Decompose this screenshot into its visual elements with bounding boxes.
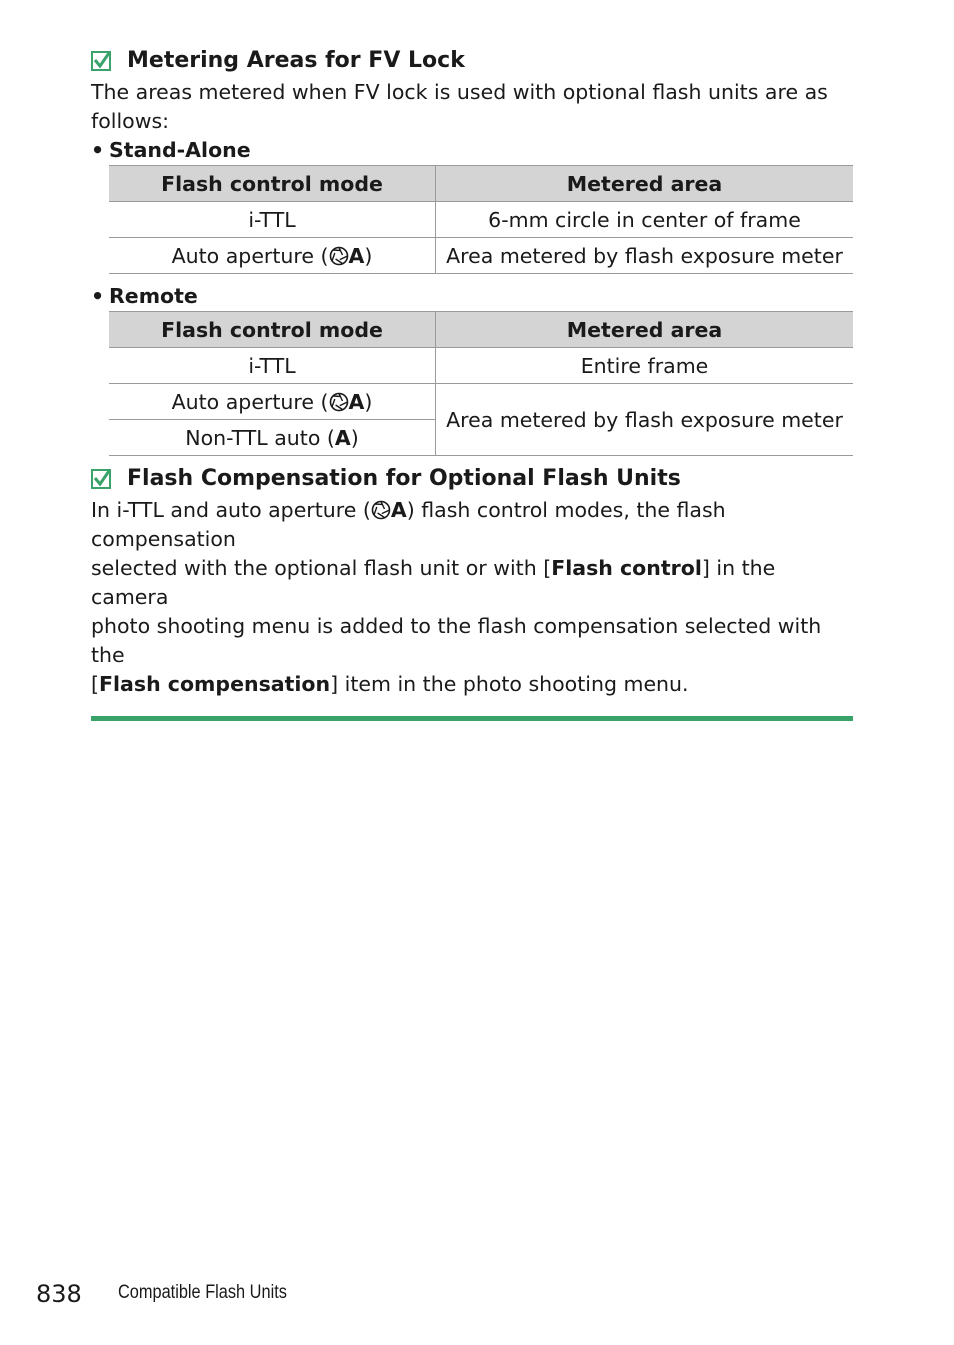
table-header-row (109, 312, 853, 348)
cell-area: 6-mm circle in center of frame (436, 202, 854, 238)
header-metered-area: Metered area (436, 312, 854, 348)
cell-mode: i-TTL (109, 348, 436, 384)
bullet-dot: • (91, 138, 105, 162)
cell-area: Entire frame (436, 348, 854, 384)
cell-mode (109, 384, 436, 420)
text-run: ) flash control modes, the flash compensation (91, 498, 726, 551)
bullet-stand-alone (91, 136, 853, 165)
text-run: In i-TTL and auto aperture ( (91, 498, 371, 522)
page-content (91, 44, 853, 721)
section-heading-text: Metering Areas for FV Lock (127, 48, 465, 73)
body-line-2 (91, 554, 853, 612)
table-remote (109, 311, 853, 456)
section-heading-flash-compensation (91, 462, 853, 496)
table-stand-alone (109, 165, 853, 274)
mode-bold: A (334, 425, 351, 450)
bullet-dot: • (91, 284, 105, 308)
menu-item-flash-control: Flash control (551, 556, 702, 580)
bullet-label: Stand-Alone (109, 138, 251, 162)
body-line-3: photo shooting menu is added to the flash compensation selected with the (91, 614, 822, 667)
header-flash-control-mode: Flash control mode (109, 166, 436, 202)
mode-suffix: ) (364, 243, 373, 268)
cell-mode (109, 420, 436, 456)
section-end-rule (91, 716, 853, 721)
header-flash-control-mode: Flash control mode (109, 312, 436, 348)
check-box-icon (91, 51, 111, 71)
mode-bold: A (348, 243, 365, 268)
bullet-label: Remote (109, 284, 198, 308)
mode-prefix: Auto aperture ( (171, 389, 329, 414)
section-heading-text: Flash Compensation for Optional Flash Units (127, 466, 681, 491)
header-metered-area: Metered area (436, 166, 854, 202)
table-row (109, 202, 853, 238)
intro-line-1: The areas metered when FV lock is used with optional flash units are as (91, 80, 828, 104)
table-row (109, 238, 853, 274)
text-run: selected with the optional flash unit or with [ (91, 556, 552, 580)
cell-mode: i-TTL (109, 202, 436, 238)
section-heading-fv-lock (91, 44, 853, 78)
mode-suffix: ) (364, 389, 373, 414)
text-run: ] in the camera (91, 556, 776, 609)
check-box-icon (91, 469, 111, 489)
table-row (109, 348, 853, 384)
menu-item-flash-compensation: Flash compensation (99, 672, 331, 696)
cell-mode (109, 238, 436, 274)
body-line-4 (91, 670, 853, 699)
cell-area-merged: Area metered by flash exposure meter (436, 384, 854, 456)
text-run: [ (91, 672, 99, 696)
body-line-1 (91, 496, 853, 554)
mode-prefix: Non-TTL auto ( (185, 425, 335, 450)
table-row (109, 384, 853, 420)
text-run-bold: A (390, 498, 407, 522)
aperture-icon (329, 246, 349, 266)
chapter-title: Compatible Flash Units (118, 1282, 287, 1303)
mode-prefix: Auto aperture ( (171, 243, 329, 268)
text-run: ] item in the photo shooting menu. (330, 672, 689, 696)
table-header-row (109, 166, 853, 202)
intro-line-2: follows: (91, 109, 170, 133)
mode-bold: A (348, 389, 365, 414)
mode-suffix: ) (350, 425, 359, 450)
aperture-icon (329, 392, 349, 412)
cell-area: Area metered by flash exposure meter (436, 238, 854, 274)
page-number: 838 (36, 1280, 82, 1308)
bullet-remote (91, 282, 853, 311)
aperture-icon (371, 500, 391, 520)
